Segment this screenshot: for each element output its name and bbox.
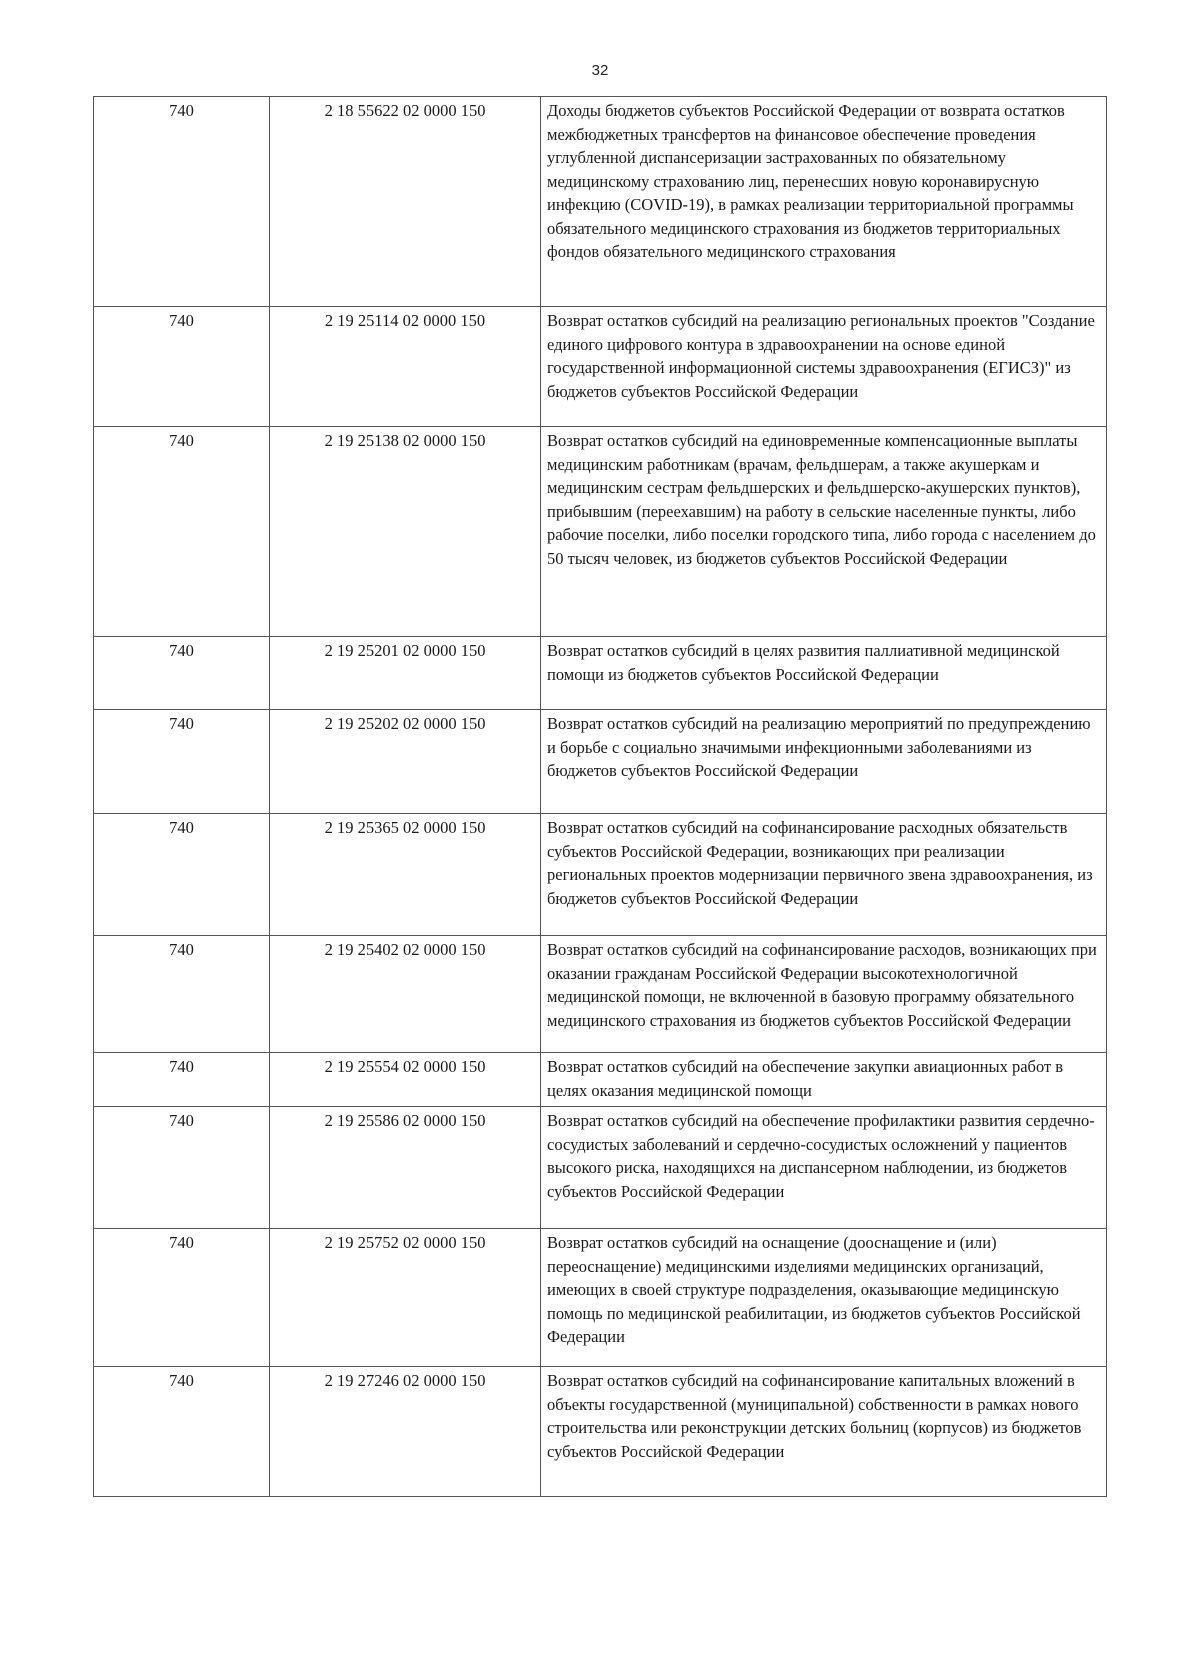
admin-code-cell: 740 xyxy=(94,307,270,427)
table-row xyxy=(94,1229,1107,1367)
income-name-cell: Возврат остатков субсидий на обеспечение профилактики развития сердечно-сосудистых заболеваний и сердечно-сосудистых осложнений у пациентов высокого риска, находящихся на диспансерном наблюдении, из бюджетов субъектов Российской Федерации xyxy=(541,1107,1107,1229)
budget-classification-code-cell: 2 19 25752 02 0000 150 xyxy=(270,1229,541,1367)
table-row xyxy=(94,936,1107,1053)
table-row xyxy=(94,427,1107,637)
budget-classification-code-cell: 2 19 25201 02 0000 150 xyxy=(270,637,541,710)
budget-classification-code-cell: 2 19 25365 02 0000 150 xyxy=(270,814,541,936)
income-name-cell: Возврат остатков субсидий на оснащение (дооснащение и (или) переоснащение) медицинскими изделиями медицинских организаций, имеющих в своей структуре подразделения, оказывающие медицинскую помощь по медицинской реабилитации, из бюджетов субъектов Российской Федерации xyxy=(541,1229,1107,1367)
table-row xyxy=(94,97,1107,307)
budget-classification-code-cell: 2 18 55622 02 0000 150 xyxy=(270,97,541,307)
budget-classification-code-cell: 2 19 25554 02 0000 150 xyxy=(270,1053,541,1107)
admin-code-cell: 740 xyxy=(94,1229,270,1367)
admin-code-cell: 740 xyxy=(94,936,270,1053)
income-name-cell: Возврат остатков субсидий на реализацию мероприятий по предупреждению и борьбе с социально значимыми инфекционными заболеваниями из бюджетов субъектов Российской Федерации xyxy=(541,710,1107,814)
admin-code-cell: 740 xyxy=(94,97,270,307)
income-name-cell: Доходы бюджетов субъектов Российской Федерации от возврата остатков межбюджетных трансфертов на финансовое обеспечение проведения углубленной диспансеризации застрахованных по обязательному медицинскому страхованию лиц, перенесших новую коронавирусную инфекцию (COVID-19), в рамках реализации территориальной программы обязательного медицинского страхования из бюджетов территориальных фондов обязательного медицинского страхования xyxy=(541,97,1107,307)
table-row xyxy=(94,710,1107,814)
admin-code-cell: 740 xyxy=(94,710,270,814)
table-row xyxy=(94,1367,1107,1497)
admin-code-cell: 740 xyxy=(94,1367,270,1497)
income-name-cell: Возврат остатков субсидий на софинансирование расходов, возникающих при оказании гражданам Российской Федерации высокотехнологичной медицинской помощи, не включенной в базовую программу обязательного медицинского страхования из бюджетов субъектов Российской Федерации xyxy=(541,936,1107,1053)
budget-classification-code-cell: 2 19 25586 02 0000 150 xyxy=(270,1107,541,1229)
budget-classification-code-cell: 2 19 25202 02 0000 150 xyxy=(270,710,541,814)
admin-code-cell: 740 xyxy=(94,1107,270,1229)
admin-code-cell: 740 xyxy=(94,637,270,710)
table-row xyxy=(94,1053,1107,1107)
budget-codes-table xyxy=(93,96,1107,1497)
income-name-cell: Возврат остатков субсидий на софинансирование расходных обязательств субъектов Российской Федерации, возникающих при реализации региональных проектов модернизации первичного звена здравоохранения, из бюджетов субъектов Российской Федерации xyxy=(541,814,1107,936)
budget-classification-code-cell: 2 19 25402 02 0000 150 xyxy=(270,936,541,1053)
admin-code-cell: 740 xyxy=(94,1053,270,1107)
budget-classification-code-cell: 2 19 25114 02 0000 150 xyxy=(270,307,541,427)
income-name-cell: Возврат остатков субсидий на единовременные компенсационные выплаты медицинским работникам (врачам, фельдшерам, а также акушеркам и медицинским сестрам фельдшерских и фельдшерско-акушерских пунктов), прибывшим (переехавшим) на работу в сельские населенные пункты, либо рабочие поселки, либо поселки городского типа, либо города с населением до 50 тысяч человек, из бюджетов субъектов Российской Федерации xyxy=(541,427,1107,637)
table-row xyxy=(94,637,1107,710)
income-name-cell: Возврат остатков субсидий в целях развития паллиативной медицинской помощи из бюджетов субъектов Российской Федерации xyxy=(541,637,1107,710)
income-name-cell: Возврат остатков субсидий на обеспечение закупки авиационных работ в целях оказания медицинской помощи xyxy=(541,1053,1107,1107)
admin-code-cell: 740 xyxy=(94,814,270,936)
table-row xyxy=(94,307,1107,427)
table-row xyxy=(94,1107,1107,1229)
page-number: 32 xyxy=(591,62,609,79)
admin-code-cell: 740 xyxy=(94,427,270,637)
budget-classification-code-cell: 2 19 25138 02 0000 150 xyxy=(270,427,541,637)
income-name-cell: Возврат остатков субсидий на реализацию региональных проектов "Создание единого цифрового контура в здравоохранении на основе единой государственной информационной системы здравоохранения (ЕГИСЗ)" из бюджетов субъектов Российской Федерации xyxy=(541,307,1107,427)
income-name-cell: Возврат остатков субсидий на софинансирование капитальных вложений в объекты государственной (муниципальной) собственности в рамках нового строительства или реконструкции детских больниц (корпусов) из бюджетов субъектов Российской Федерации xyxy=(541,1367,1107,1497)
budget-classification-code-cell: 2 19 27246 02 0000 150 xyxy=(270,1367,541,1497)
table-row xyxy=(94,814,1107,936)
